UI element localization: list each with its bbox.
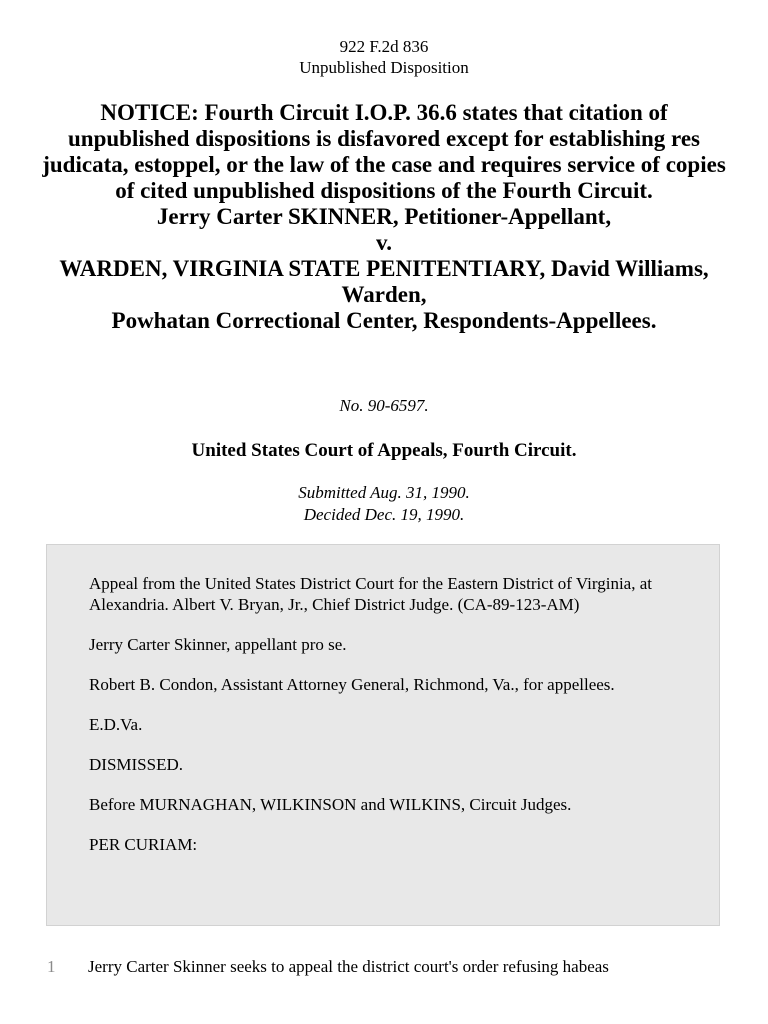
per-curiam-label: PER CURIAM: bbox=[89, 835, 198, 854]
appeal-from-text: Appeal from the United States District Court for the Eastern District of Virginia, at Alexandria. Albert V. Bryan, Jr., Chief District Judge. (CA-89-123-AM) bbox=[89, 574, 653, 614]
disposition-result: DISMISSED. bbox=[89, 755, 183, 774]
lower-court: E.D.Va. bbox=[89, 715, 143, 734]
paragraph-text: Jerry Carter Skinner seeks to appeal the district court's order refusing habeas bbox=[88, 957, 609, 976]
decided-date: Decided Dec. 19, 1990. bbox=[303, 505, 465, 524]
notice-text: NOTICE: Fourth Circuit I.O.P. 36.6 states that citation of unpublished dispositions is disfavored except for establishing res judicata, estoppel, or the law of the case and requires service of copies of cited unpublished dispositions of the Fourth Circuit. bbox=[42, 100, 726, 203]
judges-panel: Before MURNAGHAN, WILKINSON and WILKINS, Circuit Judges. bbox=[89, 795, 572, 814]
respondent-name-line1: WARDEN, VIRGINIA STATE PENITENTIARY, David Williams, Warden, bbox=[59, 256, 709, 307]
versus-label: v. bbox=[376, 230, 392, 255]
citation-header bbox=[0, 36, 768, 78]
docket-number: No. 90-6597. bbox=[339, 396, 429, 415]
court-name: United States Court of Appeals, Fourth Circuit. bbox=[191, 440, 577, 461]
petitioner-name: Jerry Carter SKINNER, Petitioner-Appellant, bbox=[156, 204, 612, 229]
submitted-date: Submitted Aug. 31, 1990. bbox=[298, 483, 470, 502]
appellant-counsel: Jerry Carter Skinner, appellant pro se. bbox=[89, 635, 347, 654]
paragraph-number: 1 bbox=[47, 957, 56, 976]
case-dates bbox=[0, 482, 768, 526]
reporter-citation: 922 F.2d 836 bbox=[339, 37, 429, 56]
case-info-content bbox=[89, 573, 689, 874]
respondent-name-line2: Powhatan Correctional Center, Respondents-Appellees. bbox=[111, 308, 657, 333]
case-title bbox=[40, 100, 728, 334]
appellee-counsel: Robert B. Condon, Assistant Attorney General, Richmond, Va., for appellees. bbox=[89, 675, 615, 694]
case-info-box bbox=[46, 544, 720, 926]
disposition-label: Unpublished Disposition bbox=[299, 58, 469, 77]
